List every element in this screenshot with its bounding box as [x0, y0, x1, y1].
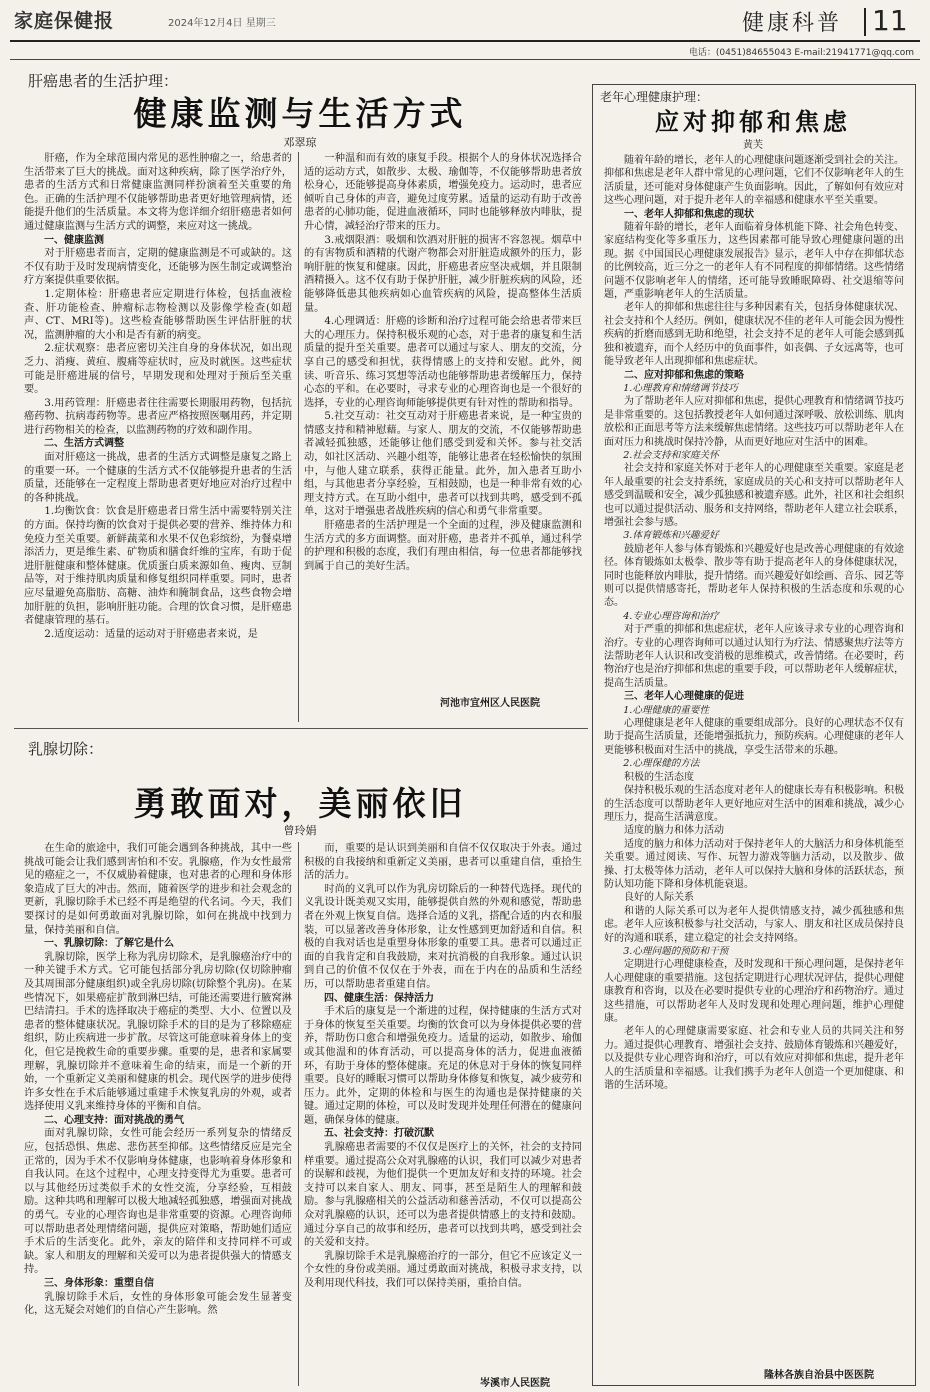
body-paragraph: 时尚的义乳可以作为乳房切除后的一种替代选择。现代的义乳设计既美观又实用，能够提供自然的外观和感觉，帮助患者在外观上恢复自信。选择合适的义乳，搭配合适的内衣和服装，可以显著改善身体形象，让女性感到更加舒适和自信。积极的自我对话也是重塑身体形象的重要工具。患者可以通过正面的自我肯定和自我鼓励，来对抗消极的自我形象。通过认识到自己的价值不仅仅在于外表，而在于内在的品质和生活经历，可以帮助患者重建自信。: [304, 883, 582, 990]
section-heading: 一、老年人抑郁和焦虑的现状: [624, 208, 754, 220]
article2-kicker-wrap: [28, 738, 588, 758]
article-separator: [14, 728, 588, 729]
body-paragraph: 心理健康是老年人健康的重要组成部分。良好的心理状态不仅有助于提高生活质量，还能增强抵抗力，预防疾病。心理健康的老年人更能够积极面对生活中的挑战，享受生活带来的乐趣。: [604, 718, 904, 756]
page-number: 11: [872, 4, 908, 37]
masthead-divider: [864, 8, 866, 36]
body-paragraph: 面对乳腺切除，女性可能会经历一系列复杂的情绪反应，包括恐惧、焦虑、悲伤甚至抑郁。这些情绪反应是完全正常的，因为手术不仅影响身体健康，也影响着身体形象和自我认同。在这个过程中，心理支持变得尤为重要。患者可以与其他经历过类似手术的女性交流，分享经验，互相鼓励。这种共鸣和理解可以极大地减轻孤独感，增强面对挑战的勇气。专业的心理咨询也是非常重要的资源。心理咨询师可以帮助患者处理情绪问题，提供应对策略，帮助她们适应手术后的生活变化。此外，亲友的陪伴和支持同样不可或缺。家人和朋友的理解和关爱可以为患者提供强大的情感支持。: [24, 1128, 292, 1276]
article1-column-1: [24, 152, 292, 708]
body-paragraph: 老年人的抑郁和焦虑往往与多种因素有关，包括身体健康状况、社会支持和个人经历。例如，健康状况不佳的老年人可能会因为慢性疾病的折磨而感到无助和绝望，社会支持不足的老年人可能会感到孤独和被遗弃，而个人经历中的负面事件，如丧偶、子女远离等，也可能导致老年人出现抑郁和焦虑症状。: [604, 302, 904, 368]
subsection-heading: 1.心理教育和情绪调节技巧: [623, 382, 738, 394]
body-paragraph: 4.心理调适：肝癌的诊断和治疗过程可能会给患者带来巨大的心理压力。保持积极乐观的心态，对于患者的康复和生活质量的提升至关重要。患者可以通过与家人、朋友的交流，分享自己的感受和担忧，获得情感上的支持和安慰。此外，阅读、听音乐、练习冥想等活动也能够帮助患者缓解压力，保持心态的平和。在必要时，寻求专业的心理咨询也是一个很好的选择，专业的心理咨询师能够提供更有针对性的帮助和指导。: [304, 316, 582, 409]
section-heading: 一、健康监测: [44, 234, 104, 246]
subsection-heading: 2.心理保健的方法: [623, 758, 700, 770]
paper-name: 家庭保健报: [14, 10, 115, 32]
article3-byline-wrap: [596, 136, 910, 150]
article3-credit: 隆林各族自治县中医医院: [764, 1370, 874, 1381]
body-paragraph: 一种温和而有效的康复手段。根据个人的身体状况选择合适的运动方式，如散步、太极、瑜伽等，不仅能够帮助患者放松身心，还能够提高身体素质，增强免疫力。运动时，患者应倾听自己身体的声音，避免过度劳累。适量的运动有助于改善患者的心肺功能，促进血液循环，同时也能够释放内啡肽，提升心情，减轻治疗带来的压力。: [304, 153, 582, 232]
column-divider: [298, 842, 299, 1386]
article2-byline-wrap: [20, 822, 580, 838]
body-paragraph: 适度的脑力和体力活动对于保持老年人的大脑活力和身体机能至关重要。通过阅读、写作、玩智力游戏等脑力活动，以及散步、做操、打太极等体力活动，老年人可以保持大脑和身体的活跃状态，预防认知功能下降和身体机能衰退。: [604, 838, 904, 890]
article3-headline-wrap: [596, 102, 910, 136]
article2-headline-wrap: [20, 778, 580, 824]
body-paragraph: 肝癌，作为全球范围内常见的恶性肿瘤之一，给患者的生活带来了巨大的挑战。面对这种疾病，除了医学治疗外，患者的生活方式和日常健康监测同样扮演着至关重要的角色。正确的生活护理不仅能够帮助患者更好地管理病情，还能提升他们的生活质量。本文将为您详细介绍肝癌患者如何通过健康监测与生活方式的调整，来应对这一挑战。: [24, 153, 292, 232]
article2-byline: 曾玲娟: [283, 824, 317, 837]
body-paragraph: 保持积极乐观的生活态度对老年人的健康长寿有积极影响。积极的生活态度可以帮助老年人更好地应对生活中的困难和挑战，减少心理压力，提高生活满意度。: [604, 785, 904, 823]
body-paragraph: 社会支持和家庭关怀对于老年人的心理健康至关重要。家庭是老年人最重要的社会支持系统，家庭成员的关心和支持可以帮助老年人感受到温暖和安全，减少孤独感和被遗弃感。此外，社区和社会组织也可以通过提供活动、服务和支持网络，帮助老年人建立社会联系，增强社会参与感。: [604, 463, 904, 528]
article3-headline: 应对抑郁和焦虑: [655, 107, 851, 136]
article2-kicker: 乳腺切除：: [28, 740, 104, 758]
article1-credit: 河池市宜州区人民医院: [440, 698, 540, 709]
article3-byline: 黄芙: [743, 140, 763, 150]
section-heading: 一、乳腺切除：了解它是什么: [44, 938, 174, 950]
section-heading: 二、应对抑郁和焦虑的策略: [624, 369, 744, 381]
article3-column: [604, 154, 904, 1362]
body-paragraph: 积极的生活态度: [624, 771, 694, 783]
article1-headline-wrap: [20, 88, 580, 134]
section-heading: 四、健康生活：保持活力: [324, 992, 434, 1004]
article1-kicker-wrap: [28, 70, 588, 90]
article3-kicker: 老年心理健康护理：: [600, 90, 709, 104]
subsection-heading: 3.体育锻炼和兴趣爱好: [623, 530, 719, 542]
body-paragraph: 定期进行心理健康检查，及时发现和干预心理问题，是保持老年人心理健康的重要措施。这包括定期进行心理状况评估，提供心理健康教育和咨询，以及在必要时提供专业的心理治疗和药物治疗。通过这些措施，可以帮助老年人及时发现和处理心理问题，维护心理健康。: [604, 959, 904, 1024]
body-paragraph: 老年人的心理健康需要家庭、社会和专业人员的共同关注和努力。通过提供心理教育、增强社会支持、鼓励体育锻炼和兴趣爱好，以及提供专业心理咨询和治疗，可以有效应对抑郁和焦虑，提升老年人的生活质量和幸福感。让我们携手为老年人创造一个更加健康、和谐的生活环境。: [604, 1026, 904, 1092]
subsection-heading: 2.社会支持和家庭关怀: [623, 449, 719, 461]
body-paragraph: 对于严重的抑郁和焦虑症状，老年人应该寻求专业的心理咨询和治疗。专业的心理咨询师可以通过认知行为疗法、情感聚焦疗法等方法帮助老年人认识和改变消极的思维模式，改善情绪。在必要时，药物治疗也是治疗抑郁和焦虑的重要手段，可以帮助老年人缓解症状，提高生活质量。: [604, 624, 904, 689]
contact-rule: [10, 59, 920, 60]
section-heading: 三、身体形象：重塑自信: [44, 1278, 154, 1289]
body-paragraph: 良好的人际关系: [624, 892, 694, 904]
section-heading: 二、生活方式调整: [44, 438, 124, 450]
article1-column-2: [304, 152, 582, 690]
body-paragraph: 3.戒烟限酒：吸烟和饮酒对肝脏的损害不容忽视。烟草中的有害物质和酒精的代谢产物都会对肝脏造成额外的压力，影响肝脏的恢复和健康。因此，肝癌患者应坚决戒烟，并且限制酒精摄入。这不仅有助于保护肝脏，减少肝脏疾病的风险，还能够降低患其他疾病如心血管疾病的风险，提高整体生活质量。: [304, 234, 582, 314]
article1-byline: 邓翠琼: [283, 136, 317, 149]
body-paragraph: 乳腺切除，医学上称为乳房切除术，是乳腺癌治疗中的一种关键手术方式。它可能包括部分乳房切除(仅切除肿瘤及其周围部分健康组织)或全乳房切除(切除整个乳房)。在某些情况下，如果癌症扩散到淋巴结，可能还需要进行腋窝淋巴结清扫。手术的选择取决于癌症的类型、大小、位置以及患者的整体健康状况。乳腺切除手术的目的是为了移除癌症组织，防止疾病进一步扩散。尽管这可能意味着身体上的变化，但它是挽救生命的重要步骤。重要的是，患者和家属要理解，乳腺切除并不意味着生命的结束，而是一个新的开始，一个重新定义美丽和健康的机会。现代医学的进步使得许多女性在手术后能够通过重建手术恢复乳房的外观，或者选择使用义乳来维持身体的平衡和自信。: [24, 951, 292, 1113]
article1-kicker: 肝癌患者的生活护理：: [28, 72, 179, 90]
body-paragraph: 鼓励老年人参与体育锻炼和兴趣爱好也是改善心理健康的有效途径。体育锻炼如太极拳、散步等有助于提高老年人的身体健康状况，同时也能释放内啡肽，提升情绪。而兴趣爱好如绘画、音乐、园艺等则可以提供情感寄托，帮助老年人保持积极的生活态度和乐观的心态。: [604, 543, 904, 609]
article1-byline-wrap: [20, 134, 580, 150]
section-heading: 三、老年人心理健康的促进: [624, 691, 744, 703]
section-heading: 五、社会支持：打破沉默: [324, 1128, 434, 1140]
body-paragraph: 面对肝癌这一挑战，患者的生活方式调整是康复之路上的重要一环。一个健康的生活方式不仅能够提升患者的生活质量，还能够在一定程度上帮助患者更好地应对治疗过程中的各种挑战。: [24, 452, 292, 504]
body-paragraph: 在生命的旅途中，我们可能会遇到各种挑战，其中一些挑战可能会让我们感到害怕和不安。乳腺癌，作为女性最常见的癌症之一，不仅威胁着健康，也对患者的心理和身体形象造成了巨大的冲击。然而，随着医学的进步和社会观念的更新，乳腺切除手术已经不再是绝望的代名词。今天，我们要探讨的是如何勇敢面对乳腺切除，如何在挑战中找到力量，保持美丽和自信。: [24, 843, 292, 936]
column-divider: [298, 152, 299, 722]
body-paragraph: 适度的脑力和体力活动: [624, 825, 724, 837]
body-paragraph: 5.社交互动：社交互动对于肝癌患者来说，是一种宝贵的情感支持和精神慰藉。与家人、朋友的交流，不仅能够帮助患者减轻孤独感，还能够让他们感受到爱和关怀。参与社交活动，如社区活动、兴趣小组等，能够让患者在轻松愉快的氛围中，与他人建立联系，获得正能量。此外，加入患者互助小组，与其他患者分享经验，互相鼓励，也是一种非常有效的心理支持方式。在互助小组中，患者可以找到共鸣，感受到不孤单，这对于增强患者战胜疾病的信心和勇气非常重要。: [304, 411, 582, 518]
masthead-rule: [10, 40, 920, 42]
body-paragraph: 手术后的康复是一个渐进的过程，保持健康的生活方式对于身体的恢复至关重要。均衡的饮食可以为身体提供必要的营养，帮助伤口愈合和增强免疫力。适量的运动，如散步、瑜伽或其他温和的体育活动，可以提高身体的活力，促进血液循环，有助于身体的整体健康。充足的休息对于身体的恢复同样重要。良好的睡眠习惯可以帮助身体修复和恢复，减少疲劳和压力。此外，定期的体检和与医生的沟通也是保持健康的关键。通过定期的体检，可以及时发现并处理任何潜在的健康问题，确保身体的健康。: [304, 1006, 582, 1126]
issue-date: 2024年12月4日 星期三: [168, 18, 276, 29]
body-paragraph: 2.适度运动：适量的运动对于肝癌患者来说，是: [44, 628, 258, 640]
body-paragraph: 1.定期体检：肝癌患者应定期进行体检，包括血液检查、肝功能检查、肿瘤标志物检测以及影像学检查(如超声、CT、MRI等)。这些检查能够帮助医生评估肝脏的状况，监测肿瘤的大小和是否有新的病变。: [24, 288, 292, 341]
section-heading: 二、心理支持：面对挑战的勇气: [44, 1114, 184, 1126]
body-paragraph: 和谐的人际关系可以为老年人提供情感支持，减少孤独感和焦虑。老年人应该积极参与社交活动，与家人、朋友和社区成员保持良好的沟通和联系，建立稳定的社会支持网络。: [604, 905, 904, 944]
article1-headline: 健康监测与生活方式: [133, 94, 467, 133]
body-paragraph: 2.症状观察：患者应密切关注自身的身体状况，如出现乏力、消瘦、黄疸、腹痛等症状时，应及时就医。这些症状可能是肝癌进展的信号，早期发现和处理对于预后至关重要。: [24, 343, 292, 396]
masthead: [0, 0, 930, 42]
body-paragraph: 而，重要的是认识到美丽和自信不仅仅取决于外表。通过积极的自我接纳和重新定义美丽，患者可以重建自信，重拾生活的活力。: [304, 843, 582, 882]
body-paragraph: 乳腺切除手术后，女性的身体形象可能会发生显著变化，这无疑会对她们的自信心产生影响。然: [24, 1291, 292, 1317]
article2-credit: 岑溪市人民医院: [480, 1378, 550, 1389]
body-paragraph: 3.用药管理：肝癌患者往往需要长期服用药物，包括抗癌药物、抗病毒药物等。患者应严格按照医嘱用药，并定期进行药物相关的检查，以监测药物的疗效和副作用。: [24, 397, 292, 436]
article2-headline: 勇敢面对，美丽依旧: [133, 784, 467, 823]
body-paragraph: 肝癌患者的生活护理是一个全面的过程，涉及健康监测和生活方式的多方面调整。面对肝癌，患者并不孤单，通过科学的护理和积极的态度，我们有理由相信，每一位患者都能够找到属于自己的美好生活。: [304, 520, 582, 572]
section-name: 健康科普: [742, 11, 843, 36]
body-paragraph: 乳腺癌患者需要的不仅仅是医疗上的关怀，社会的支持同样重要。通过提高公众对乳腺癌的认识，我们可以减少对患者的误解和歧视，为他们提供一个更加友好和支持的环境。社会支持可以来自家人、朋友、同事，甚至是陌生人的理解和鼓励。参与乳腺癌相关的公益活动和慈善活动，不仅可以提高公众对乳腺癌的认识，还可以为患者提供情感上的支持和鼓励。通过分享自己的故事和经历，患者可以找到共鸣，感受到社会的关爱和支持。: [304, 1142, 582, 1249]
body-paragraph: 随着年龄的增长，老年人的心理健康问题逐渐受到社会的关注。抑郁和焦虑是老年人群中常见的心理问题，它们不仅影响老年人的生活质量，还可能对身体健康产生负面影响。因此，了解如何有效应对这些心理问题，对于提升老年人的幸福感和健康水平至关重要。: [604, 155, 904, 207]
body-paragraph: 随着年龄的增长，老年人面临着身体机能下降、社会角色转变、家庭结构变化等多重压力，这些因素都可能导致心理健康问题的出现。据《中国国民心理健康发展报告》显示，老年人中存在抑郁状态的比例较高，近三分之一的老年人有不同程度的抑郁情绪。这些情绪问题不仅影响老年人的情绪，还可能导致睡眠障碍、社交退缩等问题，严重影响老年人的生活质量。: [604, 222, 904, 301]
article2-column-1: [24, 842, 292, 1382]
body-paragraph: 1.均衡饮食：饮食是肝癌患者日常生活中需要特别关注的方面。保持均衡的饮食对于提供必要的营养、维持体力和免疫力至关重要。新鲜蔬菜和水果不仅色彩缤纷，为餐桌增添活力，更是维生素、矿物质和膳食纤维的宝库，有助于促进肝脏健康和整体健康。优质蛋白质来源如鱼、瘦肉、豆制品等，对于维持肌肉质量和修复组织同样重要。同时，患者应尽量避免高脂肪、高糖、油炸和腌制食品，这些食物会增加肝脏的负担，影响肝脏功能。合理的饮食习惯，是肝癌患者健康管理的基石。: [24, 506, 292, 627]
subsection-heading: 1.心理健康的重要性: [623, 704, 710, 716]
body-paragraph: 乳腺切除手术是乳腺癌治疗的一部分，但它不应该定义一个女性的身份或美丽。通过勇敢面对挑战，积极寻求支持，以及利用现代科技，我们可以保持美丽，重拾自信。: [304, 1250, 582, 1289]
contact-line: 电话：(0451)84655043 E-mail:21941771@qq.com: [688, 48, 914, 58]
article2-column-2: [304, 842, 582, 1370]
body-paragraph: 为了帮助老年人应对抑郁和焦虑，提供心理教育和情绪调节技巧是非常重要的。这包括教授老年人如何通过深呼吸、放松训练、肌肉放松和正面思考等方法来缓解焦虑情绪。这些技巧可以帮助老年人在面对压力和挑战时保持冷静，从而更好地应对生活中的困难。: [604, 396, 904, 448]
body-paragraph: 对于肝癌患者而言，定期的健康监测是不可或缺的。这不仅有助于及时发现病情变化，还能够为医生制定或调整治疗方案提供重要依据。: [24, 248, 292, 287]
subsection-heading: 3.心理问题的预防和干预: [623, 945, 729, 957]
subsection-heading: 4.专业心理咨询和治疗: [623, 610, 719, 622]
